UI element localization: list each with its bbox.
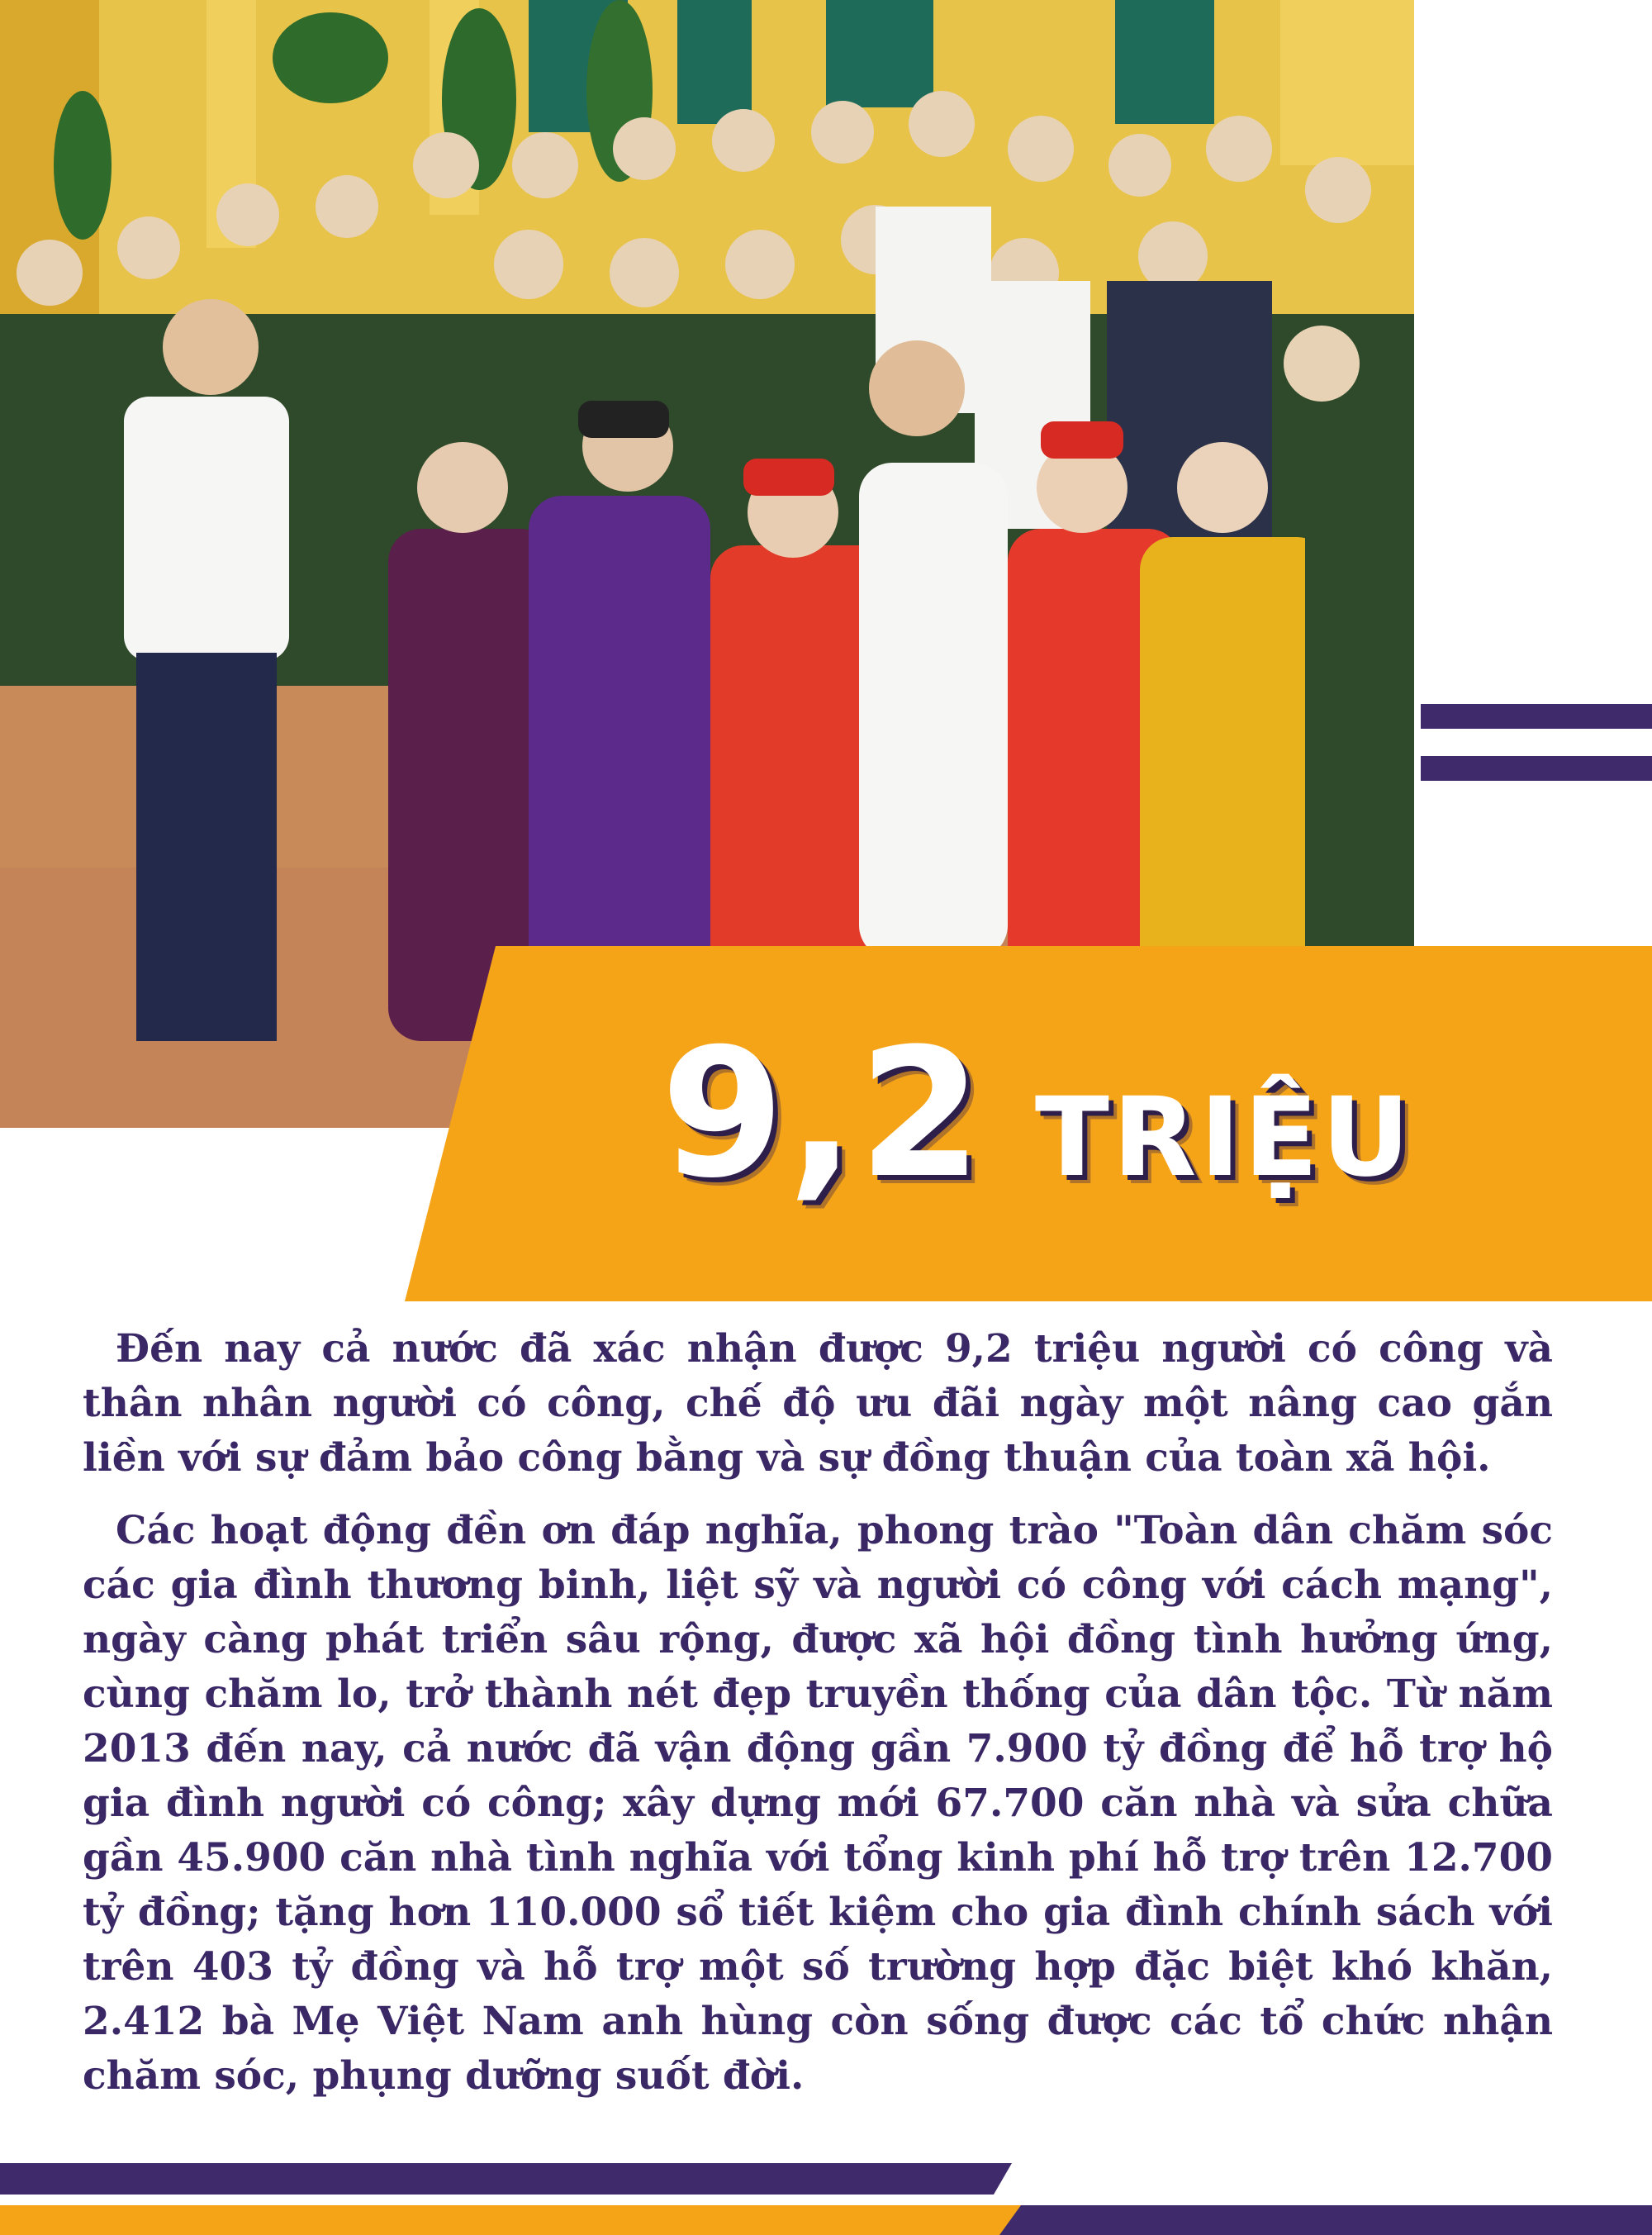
decorative-bar-bottom	[1421, 756, 1652, 781]
decorative-bar-top	[1421, 704, 1652, 729]
footer-band-purple-right	[999, 2205, 1652, 2235]
paragraph-1: Đến nay cả nước đã xác nhận được 9,2 triệu người có công và thân nhân người có công, chế độ ưu đãi ngày một nâng cao gắn liền với sự đảm bảo công bằng và sự đồng thuận của toàn xã hội.	[83, 1326, 1553, 1481]
headline	[661, 1010, 1414, 1223]
article-body	[83, 1322, 1553, 2122]
headline-number: 9,2	[661, 1010, 985, 1217]
headline-unit: TRIỆU	[1034, 1074, 1414, 1201]
footer-band-purple	[0, 2163, 1012, 2195]
paragraph-2: Các hoạt động đền ơn đáp nghĩa, phong trào "Toàn dân chăm sóc các gia đình thương binh, liệt sỹ và người có công với cách mạng", ngày càng phát triển sâu rộng, được xã hội đồng tình hưởng ứng, cùng chăm lo, trở thành nét đẹp truyền thống của dân tộc. Từ năm 2013 đến nay, cả nước đã vận động gần 7.900 tỷ đồng để hỗ trợ hộ gia đình người có công; xây dựng mới 67.700 căn nhà và sửa chữa gần 45.900 căn nhà tình nghĩa với tổng kinh phí hỗ trợ trên 12.700 tỷ đồng; tặng hơn 110.000 sổ tiết kiệm cho gia đình chính sách với trên 403 tỷ đồng và hỗ trợ một số trường hợp đặc biệt khó khăn, 2.412 bà Mẹ Việt Nam anh hùng còn sống được các tổ chức nhận chăm sóc, phụng dưỡng suốt đời.	[83, 1508, 1553, 2099]
